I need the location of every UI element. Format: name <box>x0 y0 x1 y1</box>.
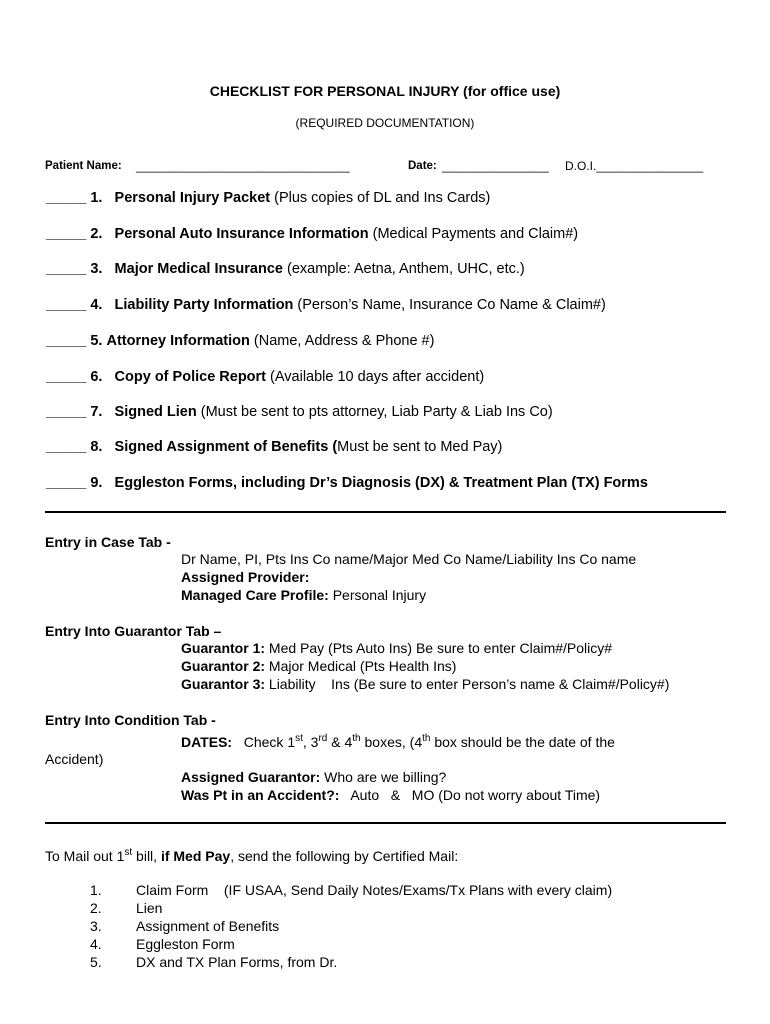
item-number: 5. <box>90 333 103 349</box>
item-title: Eggleston Forms, including Dr’s Diagnosis (DX) & Treatment Plan (TX) Forms <box>114 475 648 491</box>
accident-question: Was Pt in an Accident?: Auto & MO (Do not worry about Time) <box>181 787 601 803</box>
check-blank[interactable]: _____ <box>46 261 87 277</box>
patient-name-field[interactable]: ________________________________ <box>136 159 350 173</box>
page-title: CHECKLIST FOR PERSONAL INJURY (for office use) <box>209 83 561 99</box>
item-title: Personal Auto Insurance Information <box>114 226 369 242</box>
item-title: Copy of Police Report <box>114 369 267 385</box>
guarantor-1: Guarantor 1: Med Pay (Pts Auto Ins) Be sure to enter Claim#/Policy# <box>181 640 613 656</box>
assigned-provider-label: Assigned Provider: <box>181 569 310 585</box>
checklist-item <box>46 439 502 455</box>
checklist-item <box>46 226 578 242</box>
item-title: Major Medical Insurance <box>114 261 283 277</box>
page-subtitle: (REQUIRED DOCUMENTATION) <box>295 116 475 130</box>
item-number: 7. <box>90 404 103 420</box>
guarantor-tab-heading: Entry Into Guarantor Tab – <box>45 623 222 639</box>
check-blank[interactable]: _____ <box>46 475 87 491</box>
checklist-item <box>46 261 525 277</box>
patient-name-label: Patient Name: <box>45 160 122 172</box>
mail-intro: To Mail out 1st bill, if Med Pay, send the following by Certified Mail: <box>45 847 459 864</box>
check-blank[interactable]: _____ <box>46 226 87 242</box>
item-number: 2. <box>90 226 103 242</box>
checklist-item <box>46 297 606 313</box>
dates-wrap: Accident) <box>45 751 104 767</box>
item-number: 3. <box>90 261 103 277</box>
case-tab-heading: Entry in Case Tab - <box>45 534 171 550</box>
guarantor-2: Guarantor 2: Major Medical (Pts Health Ins) <box>181 658 457 674</box>
date-label: Date: <box>408 160 437 172</box>
item-title: Signed Lien <box>114 404 197 420</box>
check-blank[interactable]: _____ <box>46 439 87 455</box>
check-blank[interactable]: _____ <box>46 404 87 420</box>
dates-instructions: DATES: Check 1st, 3rd & 4th boxes, (4th box should be the date of the <box>181 733 615 750</box>
item-number: 9. <box>90 475 103 491</box>
checklist-item <box>46 190 490 206</box>
item-note: (Plus copies of DL and Ins Cards) <box>270 190 491 206</box>
section-divider <box>45 822 726 824</box>
item-note: (Must be sent to pts attorney, Liab Party & Liab Ins Co) <box>196 404 553 420</box>
item-note: (Available 10 days after accident) <box>266 369 485 385</box>
checklist-item <box>46 333 434 349</box>
check-blank[interactable]: _____ <box>46 333 87 349</box>
item-title: Signed Assignment of Benefits ( <box>114 439 338 455</box>
item-note: (example: Aetna, Anthem, UHC, etc.) <box>282 261 525 277</box>
managed-care-profile: Managed Care Profile: Personal Injury <box>181 587 427 603</box>
item-number: 6. <box>90 369 103 385</box>
checklist-item <box>46 369 484 385</box>
check-blank[interactable]: _____ <box>46 297 87 313</box>
item-number: 8. <box>90 439 103 455</box>
item-title: Liability Party Information <box>114 297 294 313</box>
item-note: (Medical Payments and Claim#) <box>368 226 579 242</box>
condition-tab-heading: Entry Into Condition Tab - <box>45 712 216 728</box>
case-tab-line: Dr Name, PI, Pts Ins Co name/Major Med Co Name/Liability Ins Co name <box>181 551 637 567</box>
item-note: (Name, Address & Phone #) <box>249 333 435 349</box>
item-note: (Person’s Name, Insurance Co Name & Claim#) <box>293 297 606 313</box>
check-blank[interactable]: _____ <box>46 190 87 206</box>
date-field[interactable]: ________________ <box>442 159 549 173</box>
item-note: Must be sent to Med Pay) <box>337 439 503 455</box>
item-number: 4. <box>90 297 103 313</box>
checklist-item <box>46 475 648 491</box>
section-divider <box>45 511 726 513</box>
doi-field[interactable]: D.O.I.________________ <box>565 159 704 173</box>
item-title: Attorney Information <box>106 333 250 349</box>
guarantor-3: Guarantor 3: Liability Ins (Be sure to enter Person’s name & Claim#/Policy#) <box>181 676 670 692</box>
item-title: Personal Injury Packet <box>114 190 271 206</box>
assigned-guarantor: Assigned Guarantor: Who are we billing? <box>181 769 447 785</box>
check-blank[interactable]: _____ <box>46 369 87 385</box>
item-number: 1. <box>90 190 103 206</box>
checklist-item <box>46 404 553 420</box>
